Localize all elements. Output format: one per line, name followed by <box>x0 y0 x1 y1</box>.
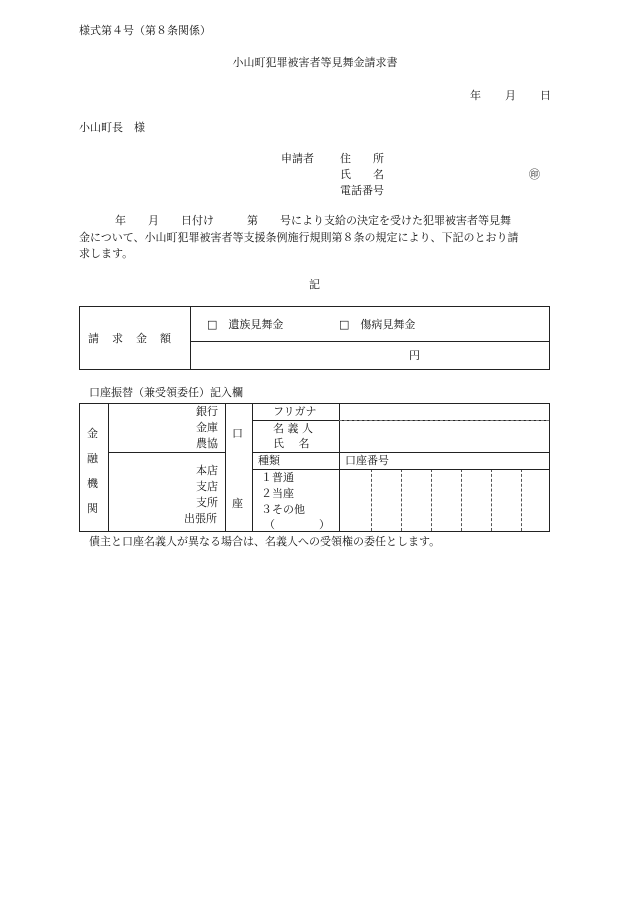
name-label: 氏 名 <box>340 168 384 181</box>
grid-line <box>252 469 549 470</box>
option-injury-checkbox[interactable]: □ 傷病見舞金 <box>339 318 416 331</box>
grid-line <box>108 404 109 531</box>
branch-type-branch: 支店 <box>196 480 218 493</box>
address-label: 住 所 <box>340 152 384 165</box>
account-type-current: ２当座 <box>261 487 294 500</box>
grid-line <box>339 404 340 531</box>
holder-label: 名 義 人 <box>273 422 313 435</box>
yen-label: 円 <box>409 349 420 362</box>
branch-type-office: 出張所 <box>184 512 217 525</box>
account-number-label: 口座番号 <box>345 454 389 467</box>
applicant-label: 申請者 <box>281 152 314 165</box>
bank-account-table <box>79 403 550 532</box>
digit-separator <box>371 469 372 531</box>
grid-line <box>225 404 226 531</box>
form-number: 様式第４号（第８条関係） <box>79 24 211 37</box>
holder-name-label: 氏 名 <box>273 437 310 450</box>
account-char: 口 <box>232 427 243 440</box>
claim-table-divider <box>190 307 191 369</box>
option-bereaved-checkbox[interactable]: □ 遺族見舞金 <box>207 318 284 331</box>
branch-type-sub: 支所 <box>196 496 218 509</box>
footnote: 債主と口座名義人が異なる場合は、名義人への受領権の委任とします。 <box>89 535 441 548</box>
date-day: 日 <box>540 89 551 102</box>
body-line-1: 年 月 日付け 第 号により支給の決定を受けた犯罪被害者等見舞 <box>115 214 511 227</box>
addressee: 小山町長 様 <box>79 121 145 134</box>
claim-amount-label: 請 求 金 額 <box>88 332 172 345</box>
digit-separator <box>401 469 402 531</box>
body-line-2: 金について、小山町犯罪被害者等支援条例施行規則第８条の規定により、下記のとおり請 <box>79 231 519 244</box>
digit-separator <box>461 469 462 531</box>
branch-type-head: 本店 <box>196 464 218 477</box>
financial-inst-char: 関 <box>87 502 98 515</box>
claim-table-row-divider <box>190 341 549 342</box>
inst-type-bank: 銀行 <box>196 405 218 418</box>
financial-inst-char: 金 <box>87 427 98 440</box>
grid-line <box>252 404 253 531</box>
inst-type-shinkin: 金庫 <box>196 421 218 434</box>
seal-mark: ㊞ <box>529 168 540 181</box>
grid-line <box>339 420 549 421</box>
document-title: 小山町犯罪被害者等見舞金請求書 <box>232 56 398 69</box>
account-char: 座 <box>232 497 243 510</box>
account-type-other-blank: （ ） <box>264 518 330 531</box>
grid-line <box>108 452 225 453</box>
digit-separator <box>431 469 432 531</box>
digit-separator <box>491 469 492 531</box>
grid-line <box>252 452 549 453</box>
financial-inst-char: 機 <box>87 477 98 490</box>
furigana-label: フリガナ <box>273 405 317 418</box>
date-year: 年 <box>470 89 481 102</box>
body-line-3: 求します。 <box>79 247 134 260</box>
ki-label: 記 <box>309 278 320 291</box>
account-section-title: 口座振替（兼受領委任）記入欄 <box>89 386 243 399</box>
account-type-other: ３その他 <box>261 503 305 516</box>
date-month: 月 <box>505 89 516 102</box>
inst-type-nokyo: 農協 <box>196 437 218 450</box>
claim-table <box>79 306 550 370</box>
account-type-savings: １普通 <box>261 471 294 484</box>
type-label: 種類 <box>258 454 280 467</box>
digit-separator <box>521 469 522 531</box>
phone-label: 電話番号 <box>340 184 384 197</box>
financial-inst-char: 融 <box>87 452 98 465</box>
